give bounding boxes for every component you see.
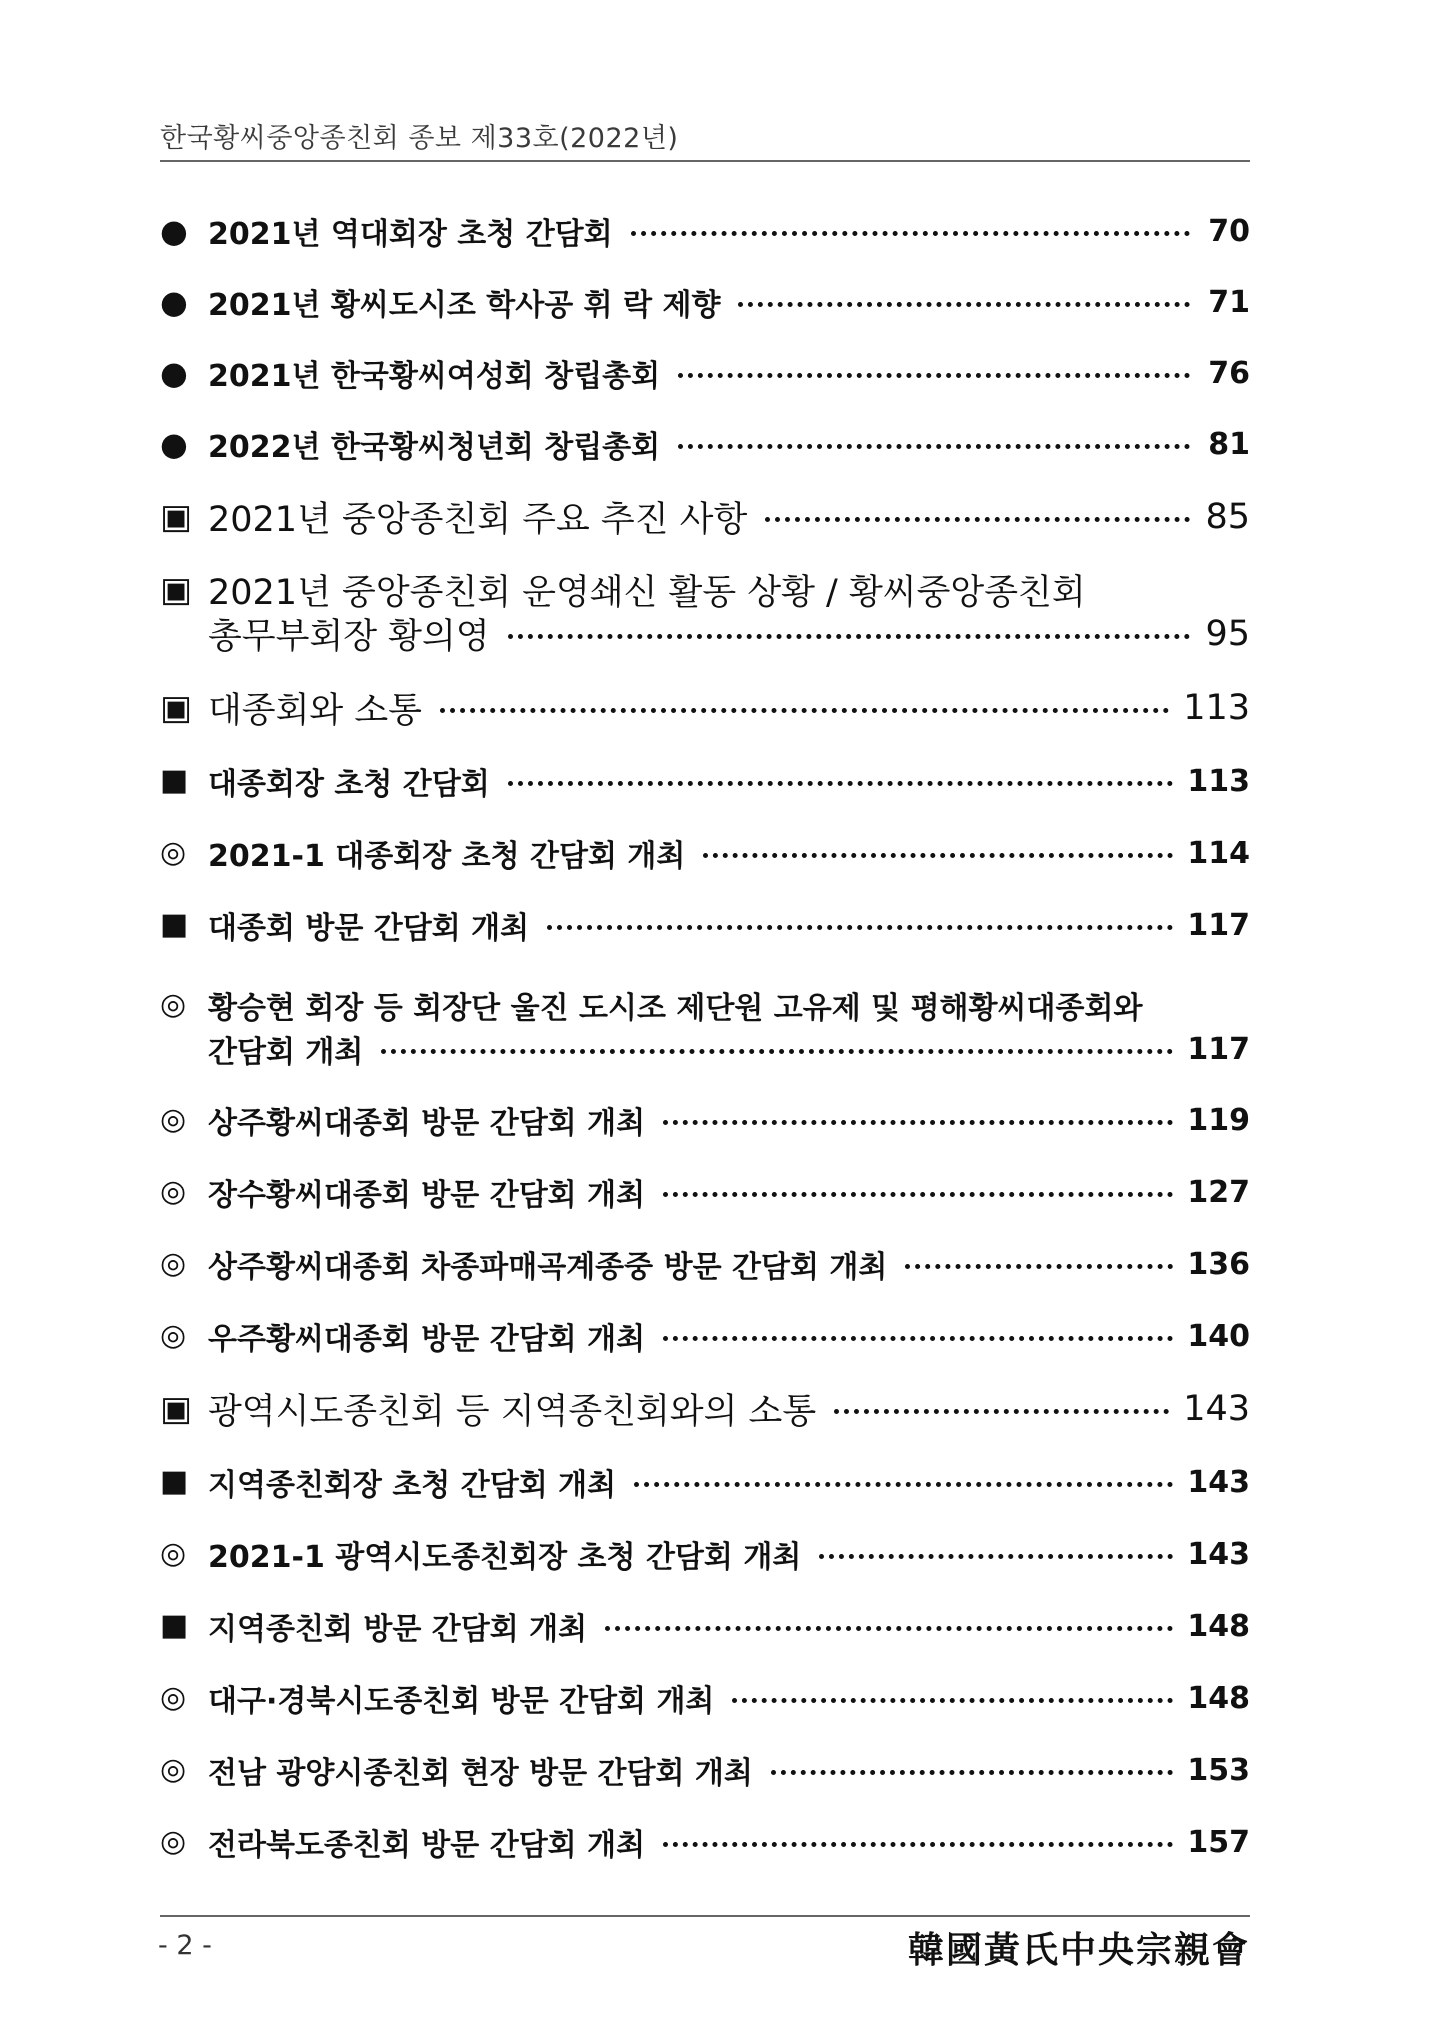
toc-page-number: 143	[1187, 1536, 1250, 1572]
toc-page-number: 85	[1205, 497, 1250, 537]
toc-entry[interactable]	[160, 759, 1250, 803]
toc-page-number: 71	[1208, 284, 1250, 320]
square-marker: ■	[160, 1464, 189, 1499]
dot-leader	[605, 1626, 1173, 1631]
toc-entry[interactable]	[160, 686, 1250, 730]
toc-entry[interactable]	[160, 903, 1250, 947]
dot-leader	[547, 925, 1173, 930]
toc-entry[interactable]	[160, 1314, 1250, 1358]
toc-entry[interactable]	[160, 1460, 1250, 1504]
toc-entry[interactable]	[160, 1748, 1250, 1792]
toc-entry[interactable]	[160, 1170, 1250, 1214]
dot-leader	[905, 1264, 1173, 1269]
toc-entry-title: 2022년 한국황씨청년회 창립총회	[208, 430, 661, 465]
section-marker: ▣	[160, 1389, 193, 1429]
dot-leader	[663, 1336, 1173, 1341]
double-circle-marker: ◎	[160, 1752, 187, 1787]
toc-entry-title: 상주황씨대종회 방문 간담회 개최	[208, 1106, 646, 1141]
square-marker: ■	[160, 1608, 189, 1643]
toc-entry-title: 2021년 한국황씨여성회 창립총회	[208, 359, 661, 394]
toc-entry-multiline[interactable]	[160, 568, 1250, 656]
toc-page-number: 95	[1205, 614, 1250, 654]
dot-leader	[765, 517, 1190, 522]
dot-leader	[663, 1842, 1173, 1847]
dot-leader	[663, 1192, 1173, 1197]
dot-leader	[703, 853, 1173, 858]
toc-entry[interactable]	[160, 1242, 1250, 1286]
toc-page-number: 76	[1208, 355, 1250, 391]
toc-page-number: 148	[1187, 1608, 1250, 1644]
dot-leader	[771, 1770, 1173, 1775]
header-divider	[160, 160, 1250, 162]
running-header-title: 한국황씨중앙종친회 종보 제33호(2022년)	[160, 123, 679, 154]
footer-page-number: - 2 -	[158, 1930, 212, 1961]
toc-entry-title: 대종회장 초청 간담회	[208, 767, 490, 802]
double-circle-marker: ◎	[160, 835, 187, 870]
toc-entry-title: 2021-1 광역시도종친회장 초청 간담회 개최	[208, 1540, 802, 1575]
dot-leader	[678, 373, 1190, 378]
double-circle-marker: ◎	[160, 1318, 187, 1353]
toc-entry-title: 대구·경북시도종친회 방문 간담회 개최	[208, 1684, 715, 1719]
toc-entry[interactable]	[160, 1820, 1250, 1864]
toc-page-number: 127	[1187, 1174, 1250, 1210]
toc-entry[interactable]	[160, 1532, 1250, 1576]
dot-leader	[381, 1049, 1173, 1054]
toc-entry[interactable]	[160, 351, 1250, 395]
toc-entry-title-continued: 총무부회장 황의영	[208, 617, 490, 657]
toc-page-number: 143	[1187, 1464, 1250, 1500]
toc-page-number: 148	[1187, 1680, 1250, 1716]
toc-page-number: 113	[1187, 763, 1250, 799]
toc-entry-title: 대종회와 소통	[208, 691, 422, 731]
toc-entry-title: 대종회 방문 간담회 개최	[208, 911, 530, 946]
footer-divider	[160, 1915, 1250, 1917]
bullet-marker: ●	[160, 283, 188, 321]
toc-page-number: 140	[1187, 1318, 1250, 1354]
bullet-marker: ●	[160, 425, 188, 463]
toc-entry-title: 광역시도종친회 등 지역종친회와의 소통	[208, 1392, 817, 1432]
toc-entry[interactable]	[160, 1387, 1250, 1431]
double-circle-marker: ◎	[160, 1680, 187, 1715]
toc-page-number: 113	[1183, 688, 1250, 728]
section-marker: ▣	[160, 570, 193, 610]
bullet-marker: ●	[160, 354, 188, 392]
toc-entry-multiline[interactable]	[160, 983, 1250, 1071]
toc-page-number: 153	[1187, 1752, 1250, 1788]
toc-entry-title: 장수황씨대종회 방문 간담회 개최	[208, 1178, 646, 1213]
square-marker: ■	[160, 907, 189, 942]
dot-leader	[819, 1554, 1173, 1559]
dot-leader	[440, 708, 1169, 713]
double-circle-marker: ◎	[160, 1102, 187, 1137]
dot-leader	[508, 634, 1190, 639]
toc-entry[interactable]	[160, 1098, 1250, 1142]
toc-entry-title: 2021년 중앙종친회 주요 추진 사항	[208, 500, 748, 540]
dot-leader	[738, 302, 1190, 307]
double-circle-marker: ◎	[160, 1174, 187, 1209]
toc-entry-title: 지역종친회장 초청 간담회 개최	[208, 1468, 617, 1503]
toc-page-number: 136	[1187, 1246, 1250, 1282]
toc-page-number: 117	[1187, 1031, 1250, 1067]
bullet-marker: ●	[160, 212, 188, 250]
section-marker: ▣	[160, 688, 193, 728]
toc-page-number: 117	[1187, 907, 1250, 943]
toc-entry-title: 2021년 중앙종친회 운영쇄신 활동 상황 / 황씨중앙종친회	[208, 573, 1086, 613]
dot-leader	[663, 1120, 1173, 1125]
toc-entry-title-continued: 간담회 개최	[208, 1035, 364, 1070]
toc-entry-title: 전남 광양시종친회 현장 방문 간담회 개최	[208, 1756, 753, 1791]
section-marker: ▣	[160, 497, 193, 537]
toc-entry-title: 황승현 회장 등 회장단 울진 도시조 제단원 고유제 및 평해황씨대종회와	[208, 991, 1143, 1026]
toc-entry[interactable]	[160, 1604, 1250, 1648]
toc-page-number: 143	[1183, 1389, 1250, 1429]
toc-page-number: 114	[1187, 835, 1250, 871]
footer-organization-name: 韓國黃氏中央宗親會	[907, 1929, 1250, 1971]
toc-page-number: 81	[1208, 426, 1250, 462]
toc-entry-title: 지역종친회 방문 간담회 개최	[208, 1612, 588, 1647]
toc-entry-title: 2021-1 대종회장 초청 간담회 개최	[208, 839, 686, 874]
toc-page-number: 70	[1208, 213, 1250, 249]
dot-leader	[834, 1409, 1169, 1414]
toc-entry[interactable]	[160, 209, 1250, 253]
dot-leader	[678, 444, 1190, 449]
toc-entry-title: 전라북도종친회 방문 간담회 개최	[208, 1828, 646, 1863]
toc-entry[interactable]	[160, 831, 1250, 875]
double-circle-marker: ◎	[160, 1246, 187, 1281]
toc-page-number: 157	[1187, 1824, 1250, 1860]
dot-leader	[732, 1698, 1173, 1703]
square-marker: ■	[160, 763, 189, 798]
dot-leader	[508, 781, 1174, 786]
dot-leader	[634, 1482, 1173, 1487]
dot-leader	[631, 231, 1190, 236]
toc-entry[interactable]	[160, 1676, 1250, 1720]
toc-entry-title: 우주황씨대종회 방문 간담회 개최	[208, 1322, 646, 1357]
toc-entry-title: 2021년 역대회장 초청 간담회	[208, 217, 613, 252]
double-circle-marker: ◎	[160, 987, 187, 1022]
toc-page-number: 119	[1187, 1102, 1250, 1138]
toc-entry[interactable]	[160, 280, 1250, 324]
double-circle-marker: ◎	[160, 1824, 187, 1859]
toc-entry[interactable]	[160, 495, 1250, 539]
toc-entry-title: 2021년 황씨도시조 학사공 휘 락 제향	[208, 288, 721, 323]
double-circle-marker: ◎	[160, 1536, 187, 1571]
toc-entry-title: 상주황씨대종회 차종파매곡계종중 방문 간담회 개최	[208, 1250, 888, 1285]
toc-entry[interactable]	[160, 422, 1250, 466]
